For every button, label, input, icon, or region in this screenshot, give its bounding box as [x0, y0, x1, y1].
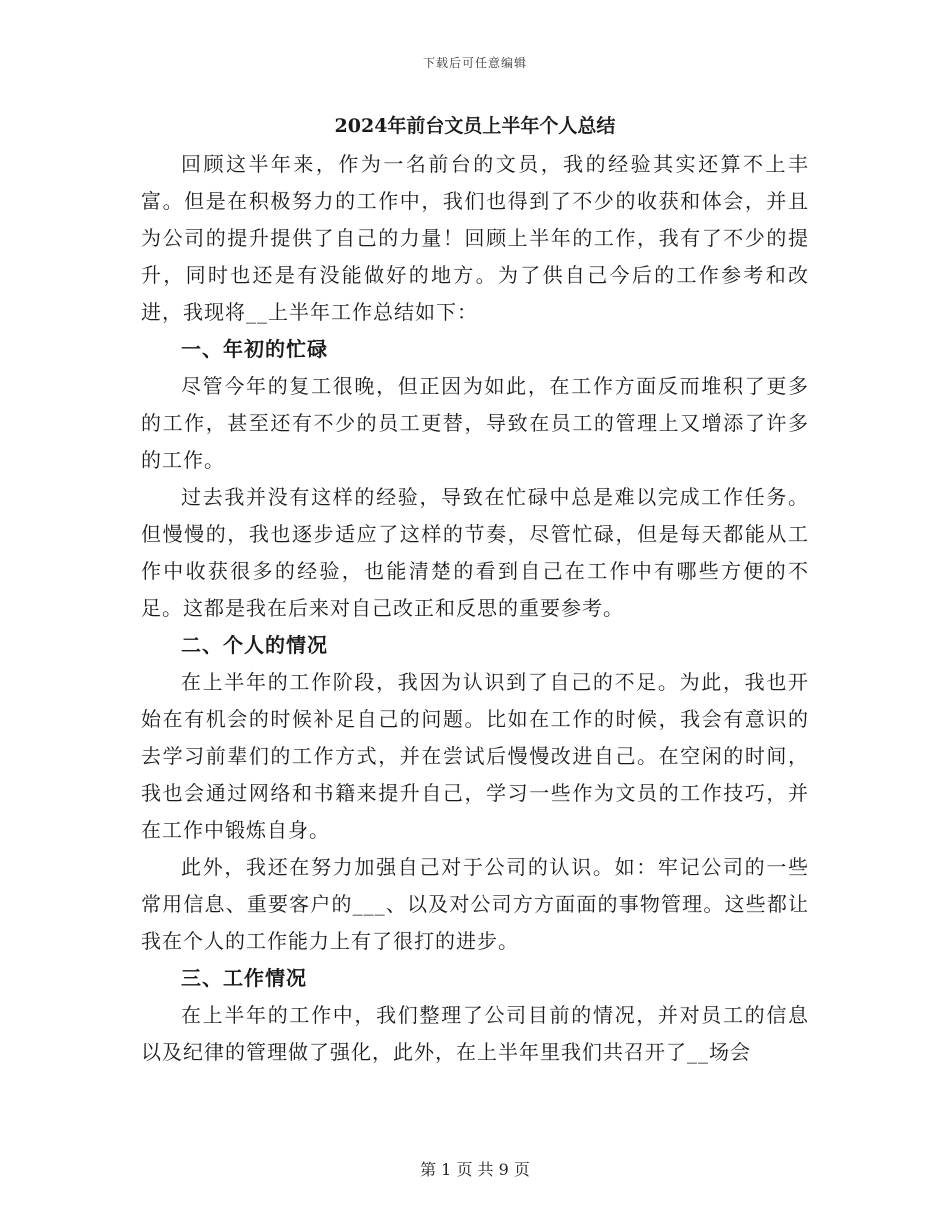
document-body [141, 112, 809, 1071]
document-title: 2024年前台文员上半年个人总结 [334, 115, 616, 137]
section-heading: 三、工作情况 [181, 966, 307, 990]
section-1 [141, 331, 809, 627]
page-header-note: 下载后可任意编辑 [422, 56, 527, 70]
page-footer-indicator: 第 1 页 共 9 页 [420, 1160, 530, 1179]
section-paragraph: 此外，我还在努力加强自己对于公司的认识。如：牢记公司的一些常用信息、重要客户的___、以及对公司方方面面的事物管理。这些都让我在个人的工作能力上有了很打的进步。 [141, 855, 809, 953]
section-2 [141, 627, 809, 960]
section-heading: 一、年初的忙碌 [181, 337, 328, 361]
section-paragraph: 在上半年的工作中，我们整理了公司目前的情况，并对员工的信息以及纪律的管理做了强化，此外，在上半年里我们共召开了__场会 [141, 1003, 809, 1064]
section-paragraph: 在上半年的工作阶段，我因为认识到了自己的不足。为此，我也开始在有机会的时候补足自己的问题。比如在工作的时候，我会有意识的去学习前辈们的工作方式，并在尝试后慢慢改进自己。在空闲的时间，我也会通过网络和书籍来提升自己，学习一些作为文员的工作技巧，并在工作中锻炼自身。 [141, 670, 809, 842]
section-paragraph: 过去我并没有这样的经验，导致在忙碌中总是难以完成工作任务。但慢慢的，我也逐步适应了这样的节奏，尽管忙碌，但是每天都能从工作中收获很多的经验，也能清楚的看到自己在工作中有哪些方便的不足。这都是我在后来对自己改正和反思的重要参考。 [141, 485, 809, 620]
intro-paragraph: 回顾这半年来，作为一名前台的文员，我的经验其实还算不上丰富。但是在积极努力的工作中，我们也得到了不少的收获和体会，并且为公司的提升提供了自己的力量！回顾上半年的工作，我有了不少的提升，同时也还是有没能做好的地方。为了供自己今后的工作参考和改进，我现将__上半年工作总结如下： [141, 152, 809, 324]
section-heading: 二、个人的情况 [181, 633, 328, 657]
section-paragraph: 尽管今年的复工很晚，但正因为如此，在工作方面反而堆积了更多的工作，甚至还有不少的员工更替，导致在员工的管理上又增添了许多的工作。 [141, 374, 809, 472]
section-3 [141, 960, 809, 1071]
